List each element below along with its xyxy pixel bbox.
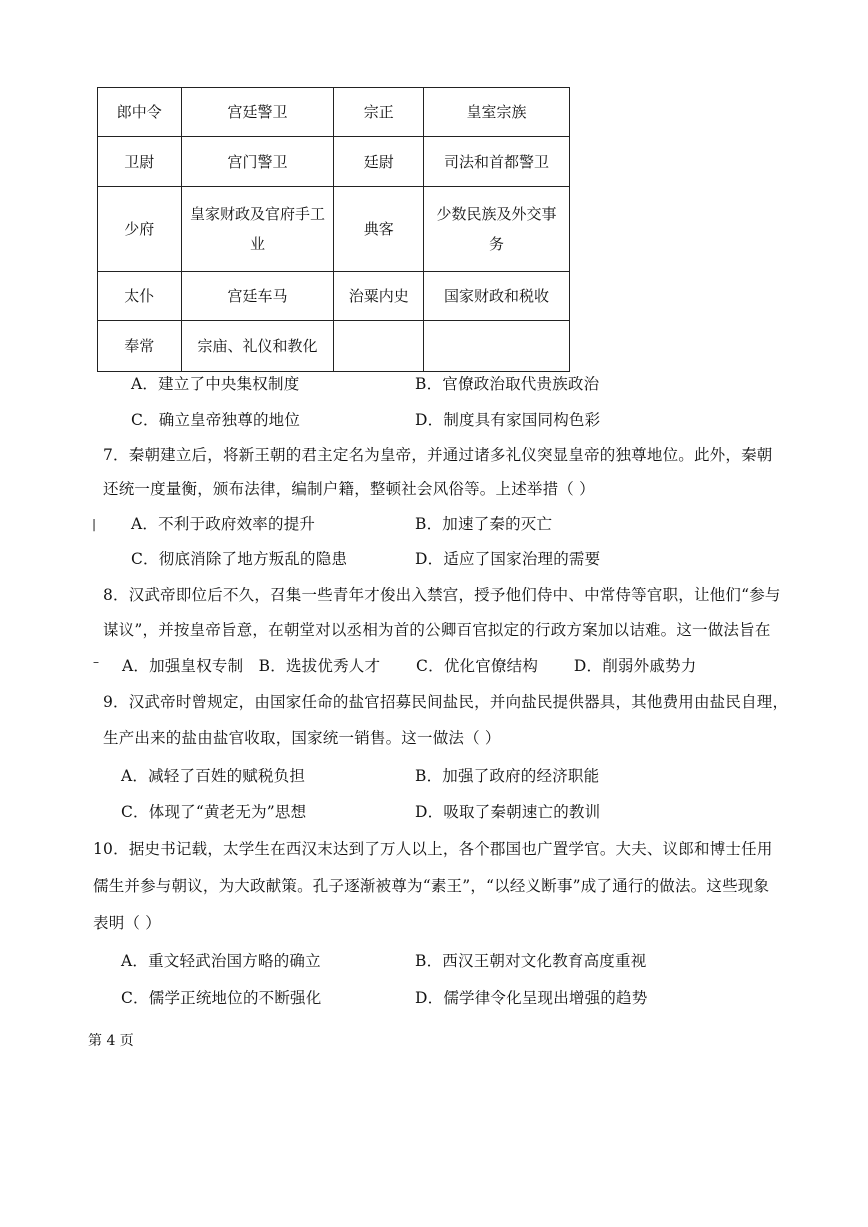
table-cell: 宫门警卫: [181, 137, 334, 187]
table-cell: 少数民族及外交事务: [424, 187, 570, 272]
q9-option-c: C．体现了“黄老无为”思想: [121, 803, 307, 821]
q7-option-d: D．适应了国家治理的需要: [415, 550, 601, 568]
q9-stem-line1: 9．汉武帝时曾规定，由国家任命的盐官招募民间盐民，并向盐民提供器具，其他费用由盐民自理，: [103, 693, 789, 711]
q6-option-a: A．建立了中央集权制度: [131, 375, 300, 393]
table-cell: 少府: [98, 187, 182, 272]
q9-option-d: D．吸取了秦朝速亡的教训: [415, 803, 601, 821]
table-cell: 郎中令: [98, 88, 182, 137]
table-cell: 宗正: [334, 88, 424, 137]
table-row: [98, 321, 570, 372]
q9-stem-line2: 生产出来的盐由盐官收取，国家统一销售。这一做法（ ）: [103, 729, 501, 747]
table-cell: 典客: [334, 187, 424, 272]
q8-stem-line1: 8．汉武帝即位后不久，召集一些青年才俊出入禁宫，授予他们侍中、中常侍等官职，让他们“参与: [103, 586, 781, 604]
table-row: [98, 187, 570, 272]
q10-stem-line1: 10．据史书记载，太学生在西汉末达到了万人以上，各个郡国也广置学官。大夫、议郎和博士任用: [93, 840, 773, 858]
q6-option-c: C．确立皇帝独尊的地位: [131, 411, 301, 429]
q10-stem-line2: 儒生并参与朝议，为大政献策。孔子逐渐被尊为“素王”，“以经义断事”成了通行的做法。这些现象: [93, 877, 770, 895]
q7-stem-line2: 还统一度量衡，颁布法律，编制户籍，整顿社会风俗等。上述举措（ ）: [103, 480, 595, 498]
table-cell: 太仆: [98, 272, 182, 321]
table-cell: 皇室宗族: [424, 88, 570, 137]
q8-options: A．加强皇权专制 B．选拔优秀人才 C．优化官僚结构 D．削弱外戚势力: [122, 657, 697, 675]
q7-option-c: C．彻底消除了地方叛乱的隐患: [131, 550, 348, 568]
q7-option-b: B．加速了秦的灭亡: [415, 515, 553, 533]
table-cell: [334, 321, 424, 372]
table-cell: 奉常: [98, 321, 182, 372]
table-cell: 皇家财政及官府手工业: [181, 187, 334, 272]
margin-mark: |: [92, 517, 97, 531]
table-cell: [424, 321, 570, 372]
q10-option-c: C．儒学正统地位的不断强化: [121, 989, 322, 1007]
q7-option-a: A．不利于政府效率的提升: [131, 515, 316, 533]
page-number: 第 4 页: [88, 1033, 134, 1049]
q9-option-b: B．加强了政府的经济职能: [415, 767, 600, 785]
table-cell: 宗庙、礼仪和教化: [181, 321, 334, 372]
offices-table: [97, 87, 570, 372]
table-cell: 宫廷车马: [181, 272, 334, 321]
table-row: [98, 272, 570, 321]
table-cell: 廷尉: [334, 137, 424, 187]
q10-stem-line3: 表明（ ）: [93, 914, 161, 932]
table-cell: 司法和首都警卫: [424, 137, 570, 187]
table-row: [98, 137, 570, 187]
table-row: [98, 88, 570, 137]
q10-option-d: D．儒学律令化呈现出增强的趋势: [415, 989, 648, 1007]
margin-mark: –: [93, 655, 99, 669]
q8-stem-line2: 谋议”，并按皇帝旨意，在朝堂对以丞相为首的公卿百官拟定的行政方案加以诘难。这一做法旨在: [103, 621, 771, 639]
table-cell: 国家财政和税收: [424, 272, 570, 321]
q9-option-a: A．减轻了百姓的赋税负担: [121, 767, 306, 785]
q10-option-a: A．重文轻武治国方略的确立: [121, 952, 321, 970]
q7-stem-line1: 7．秦朝建立后，将新王朝的君主定名为皇帝，并通过诸多礼仪突显皇帝的独尊地位。此外，秦朝: [103, 446, 773, 464]
table-cell: 宫廷警卫: [181, 88, 334, 137]
q6-option-b: B．官僚政治取代贵族政治: [415, 375, 600, 393]
q6-option-d: D．制度具有家国同构色彩: [415, 411, 601, 429]
q10-option-b: B．西汉王朝对文化教育高度重视: [415, 952, 647, 970]
table-cell: 卫尉: [98, 137, 182, 187]
table-cell: 治粟内史: [334, 272, 424, 321]
